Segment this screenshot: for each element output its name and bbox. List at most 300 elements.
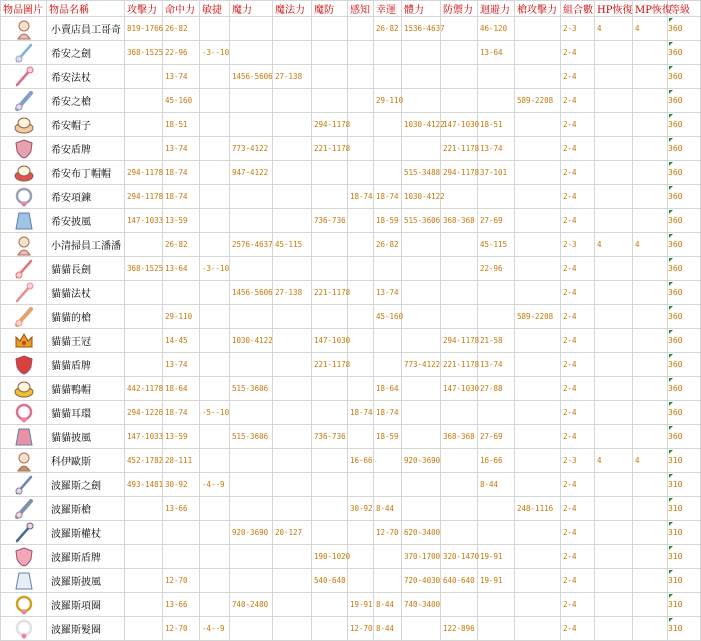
cell-luck [374, 65, 402, 89]
table-row [1, 497, 701, 521]
cell-sense [348, 161, 374, 185]
table-row [1, 305, 701, 329]
cell-mp-power [273, 305, 312, 329]
cell-acc: 29-110 [163, 305, 200, 329]
cell-mdef [312, 473, 348, 497]
cell-hp-rec [595, 65, 633, 89]
header-hp: 體力 [402, 1, 441, 17]
cell-mp-rec [633, 113, 668, 137]
cell-luck: 18-64 [374, 377, 402, 401]
cell-sense: 18-74 [348, 401, 374, 425]
cell-acc: 12-70 [163, 617, 200, 641]
table-row [1, 233, 701, 257]
cell-acc: 18-74 [163, 161, 200, 185]
table-body [1, 17, 701, 641]
cell-mdef [312, 17, 348, 41]
cell-gun [515, 233, 561, 257]
cell-acc: 28-111 [163, 449, 200, 473]
cell-combo: 2-3 [561, 449, 595, 473]
cell-hp: 1030-4122 [402, 185, 441, 209]
cell-mp-power [273, 329, 312, 353]
cell-mag: 947-4122 [230, 161, 273, 185]
cell-mag [230, 401, 273, 425]
cell-mp-power [273, 209, 312, 233]
cell-agi [200, 497, 230, 521]
cell-mp-power [273, 17, 312, 41]
cell-hp: 1030-4122 [402, 113, 441, 137]
item-name: 科伊歐斯 [47, 449, 125, 473]
cell-mdef [312, 41, 348, 65]
cell-agi [200, 545, 230, 569]
cell-mdef: 147-1030 [312, 329, 348, 353]
cell-sense: 18-74 [348, 185, 374, 209]
item-name: 波羅斯披風 [47, 569, 125, 593]
gun-icon [1, 305, 47, 329]
cell-luck: 26-82 [374, 233, 402, 257]
cell-level: 360 [668, 65, 701, 89]
cell-hp [402, 473, 441, 497]
cell-def [441, 497, 478, 521]
cell-level: 310 [668, 593, 701, 617]
cell-hp-rec [595, 497, 633, 521]
cell-agi [200, 65, 230, 89]
cell-atk [125, 281, 163, 305]
cell-level: 310 [668, 617, 701, 641]
cell-gun [515, 449, 561, 473]
cell-def: 122-896 [441, 617, 478, 641]
cell-eva: 21-58 [478, 329, 515, 353]
cell-mp-rec [633, 353, 668, 377]
cell-eva: 46-120 [478, 17, 515, 41]
cell-hp-rec [595, 41, 633, 65]
cell-mp-rec [633, 185, 668, 209]
table-row [1, 329, 701, 353]
cell-luck: 12-70 [374, 521, 402, 545]
cell-mag: 773-4122 [230, 137, 273, 161]
cell-acc: 18-74 [163, 185, 200, 209]
cell-mdef [312, 377, 348, 401]
cell-def [441, 401, 478, 425]
cell-hp [402, 617, 441, 641]
cape-icon [1, 569, 47, 593]
cell-hp [402, 305, 441, 329]
table-row [1, 209, 701, 233]
crown-icon [1, 329, 47, 353]
cell-acc: 13-74 [163, 353, 200, 377]
cell-luck [374, 569, 402, 593]
item-name: 希安項鍊 [47, 185, 125, 209]
cell-level: 360 [668, 185, 701, 209]
cell-combo: 2-4 [561, 425, 595, 449]
cell-mp-power [273, 161, 312, 185]
cell-sense [348, 233, 374, 257]
cell-mag [230, 113, 273, 137]
cell-eva: 13-64 [478, 41, 515, 65]
cell-agi [200, 89, 230, 113]
cell-gun [515, 521, 561, 545]
staff-icon [1, 281, 47, 305]
header-combo: 組合數 [561, 1, 595, 17]
cell-gun [515, 281, 561, 305]
cell-eva [478, 401, 515, 425]
item-name: 希安盾牌 [47, 137, 125, 161]
cell-atk: 442-1178 [125, 377, 163, 401]
cell-hp [402, 497, 441, 521]
cell-luck [374, 545, 402, 569]
item-name: 希安披風 [47, 209, 125, 233]
cell-mdef [312, 617, 348, 641]
cell-def [441, 89, 478, 113]
cell-level: 360 [668, 209, 701, 233]
cell-def [441, 17, 478, 41]
cell-agi [200, 209, 230, 233]
cell-level: 360 [668, 305, 701, 329]
cell-level: 310 [668, 497, 701, 521]
cell-mp-power [273, 377, 312, 401]
gun-icon [1, 89, 47, 113]
cell-mag: 1030-4122 [230, 329, 273, 353]
cell-agi: -3--10 [200, 257, 230, 281]
cell-mag: 740-2400 [230, 593, 273, 617]
header-hp-rec: HP恢復 [595, 1, 633, 17]
cell-hp-rec [595, 257, 633, 281]
cell-acc: 13-59 [163, 425, 200, 449]
shield-icon [1, 353, 47, 377]
cell-eva: 27-88 [478, 377, 515, 401]
cell-combo: 2-4 [561, 305, 595, 329]
sword-icon [1, 41, 47, 65]
cell-gun: 248-1116 [515, 497, 561, 521]
cell-def [441, 65, 478, 89]
cell-eva [478, 281, 515, 305]
header-gun: 槍攻擊力 [515, 1, 561, 17]
cell-mp-power [273, 257, 312, 281]
cell-acc: 45-160 [163, 89, 200, 113]
cell-level: 360 [668, 161, 701, 185]
cell-mp-rec: 4 [633, 449, 668, 473]
cell-sense [348, 209, 374, 233]
cell-combo: 2-3 [561, 17, 595, 41]
cell-agi [200, 185, 230, 209]
cell-gun [515, 329, 561, 353]
cell-hp-rec [595, 209, 633, 233]
cell-agi [200, 305, 230, 329]
cell-sense [348, 281, 374, 305]
cell-gun [515, 17, 561, 41]
cell-level: 360 [668, 281, 701, 305]
cell-combo: 2-4 [561, 545, 595, 569]
cell-level: 310 [668, 569, 701, 593]
pet-koios-icon [1, 449, 47, 473]
cell-def: 147-1030 [441, 377, 478, 401]
cell-sense [348, 89, 374, 113]
cell-mdef: 736-736 [312, 209, 348, 233]
table-row [1, 425, 701, 449]
cell-combo: 2-4 [561, 377, 595, 401]
cell-def [441, 449, 478, 473]
cell-mp-power [273, 41, 312, 65]
cell-atk [125, 617, 163, 641]
cell-eva [478, 65, 515, 89]
cell-eva: 13-74 [478, 353, 515, 377]
cell-eva [478, 89, 515, 113]
cell-sense: 19-91 [348, 593, 374, 617]
cell-level: 310 [668, 473, 701, 497]
cell-atk: 493-1481 [125, 473, 163, 497]
cell-atk [125, 65, 163, 89]
cell-gun [515, 65, 561, 89]
cell-mp-rec: 4 [633, 17, 668, 41]
cell-agi [200, 233, 230, 257]
cell-def [441, 521, 478, 545]
cell-def [441, 233, 478, 257]
item-name: 貓貓鴨帽 [47, 377, 125, 401]
cell-combo: 2-4 [561, 41, 595, 65]
cell-mp-power [273, 473, 312, 497]
cell-acc [163, 281, 200, 305]
cell-luck: 8-44 [374, 593, 402, 617]
cell-level: 360 [668, 401, 701, 425]
hat-icon [1, 113, 47, 137]
cell-mp-rec [633, 281, 668, 305]
cell-atk [125, 593, 163, 617]
cell-mdef [312, 305, 348, 329]
cell-gun [515, 617, 561, 641]
cell-gun [515, 137, 561, 161]
cell-def: 294-1178 [441, 329, 478, 353]
cell-hp-rec: 4 [595, 17, 633, 41]
cell-sense [348, 353, 374, 377]
cell-combo: 2-4 [561, 257, 595, 281]
cell-mag [230, 617, 273, 641]
cell-luck [374, 353, 402, 377]
cell-sense [348, 425, 374, 449]
cell-mdef [312, 449, 348, 473]
cell-mag [230, 17, 273, 41]
cell-mp-power [273, 113, 312, 137]
cell-atk: 147-1033 [125, 209, 163, 233]
cell-hp-rec [595, 401, 633, 425]
header-mag: 魔力 [230, 1, 273, 17]
item-name: 希安之槍 [47, 89, 125, 113]
cell-level: 310 [668, 449, 701, 473]
cell-sense [348, 41, 374, 65]
cell-mp-power [273, 89, 312, 113]
cell-eva: 19-91 [478, 569, 515, 593]
cell-hp: 740-3400 [402, 593, 441, 617]
cell-agi: -5--10 [200, 401, 230, 425]
cell-atk: 452-1782 [125, 449, 163, 473]
cell-level: 360 [668, 353, 701, 377]
cell-mp-rec [633, 569, 668, 593]
cell-hp: 1536-4637 [402, 17, 441, 41]
cell-luck [374, 113, 402, 137]
cell-mag: 1456-5606 [230, 281, 273, 305]
cell-acc: 26-82 [163, 233, 200, 257]
item-name: 波羅斯之劍 [47, 473, 125, 497]
cell-acc: 13-66 [163, 593, 200, 617]
pudding-hat-icon [1, 161, 47, 185]
cell-luck [374, 137, 402, 161]
cell-agi [200, 113, 230, 137]
scepter-icon [1, 521, 47, 545]
cell-combo: 2-4 [561, 329, 595, 353]
cell-sense [348, 65, 374, 89]
cell-level: 360 [668, 137, 701, 161]
cell-hp: 370-1700 [402, 545, 441, 569]
item-name: 波羅斯槍 [47, 497, 125, 521]
table-row [1, 185, 701, 209]
cell-agi [200, 569, 230, 593]
cell-eva [478, 497, 515, 521]
cell-level: 360 [668, 113, 701, 137]
cell-acc: 13-59 [163, 209, 200, 233]
cell-mp-power [273, 185, 312, 209]
cell-eva [478, 521, 515, 545]
cell-def [441, 41, 478, 65]
cell-atk: 819-1766 [125, 17, 163, 41]
cell-mp-rec [633, 497, 668, 521]
cell-mp-power [273, 353, 312, 377]
cell-gun [515, 473, 561, 497]
item-name: 貓貓的槍 [47, 305, 125, 329]
cell-mag: 515-3606 [230, 377, 273, 401]
cell-agi [200, 17, 230, 41]
cell-mp-power [273, 497, 312, 521]
cell-level: 360 [668, 425, 701, 449]
cell-def: 221-1178 [441, 137, 478, 161]
cell-sense [348, 377, 374, 401]
cell-mp-power [273, 449, 312, 473]
cell-mp-rec [633, 545, 668, 569]
cell-mdef [312, 65, 348, 89]
cell-acc: 18-51 [163, 113, 200, 137]
cell-mag: 920-3690 [230, 521, 273, 545]
cell-hp [402, 137, 441, 161]
cell-luck [374, 449, 402, 473]
item-name: 小清掃員工潘潘 [47, 233, 125, 257]
cell-eva: 27-69 [478, 425, 515, 449]
shield-icon [1, 137, 47, 161]
cell-mp-rec [633, 521, 668, 545]
cell-luck [374, 329, 402, 353]
header-def: 防禦力 [441, 1, 478, 17]
cell-hp-rec [595, 569, 633, 593]
cell-eva [478, 305, 515, 329]
header-row [1, 1, 701, 17]
cell-eva [478, 593, 515, 617]
cell-acc: 12-70 [163, 569, 200, 593]
cell-mp-power: 27-138 [273, 281, 312, 305]
cell-mp-rec [633, 593, 668, 617]
cell-eva: 16-66 [478, 449, 515, 473]
necklace-icon [1, 185, 47, 209]
cell-sense [348, 329, 374, 353]
cell-mdef: 540-640 [312, 569, 348, 593]
table-row [1, 17, 701, 41]
cell-atk [125, 521, 163, 545]
cell-hp [402, 65, 441, 89]
cell-atk [125, 353, 163, 377]
header-mp-rec: MP恢復 [633, 1, 668, 17]
cell-eva: 22-96 [478, 257, 515, 281]
cell-mp-rec [633, 401, 668, 425]
table-row [1, 257, 701, 281]
item-name: 貓貓耳環 [47, 401, 125, 425]
item-name: 貓貓長劍 [47, 257, 125, 281]
cell-mdef [312, 161, 348, 185]
cell-sense [348, 257, 374, 281]
cell-acc: 13-74 [163, 65, 200, 89]
cell-mag: 2576-4637 [230, 233, 273, 257]
table-row [1, 281, 701, 305]
cell-hp-rec [595, 185, 633, 209]
cell-mdef [312, 521, 348, 545]
cell-mdef [312, 593, 348, 617]
cell-def [441, 185, 478, 209]
cell-mag [230, 497, 273, 521]
cell-hp-rec [595, 617, 633, 641]
cell-hp-rec: 4 [595, 233, 633, 257]
cell-eva [478, 617, 515, 641]
cell-mp-power: 20-127 [273, 521, 312, 545]
cell-luck: 18-59 [374, 209, 402, 233]
cell-gun [515, 161, 561, 185]
cell-eva: 19-91 [478, 545, 515, 569]
cell-mp-power [273, 137, 312, 161]
cell-mp-rec [633, 305, 668, 329]
cell-sense [348, 569, 374, 593]
cell-eva: 37-101 [478, 161, 515, 185]
cell-luck: 8-44 [374, 617, 402, 641]
cell-acc: 26-82 [163, 17, 200, 41]
cell-atk: 294-1178 [125, 185, 163, 209]
table-row [1, 41, 701, 65]
table-row [1, 569, 701, 593]
cell-level: 360 [668, 329, 701, 353]
item-name: 希安之劍 [47, 41, 125, 65]
cell-mdef: 221-1178 [312, 353, 348, 377]
cell-atk [125, 497, 163, 521]
cell-mp-rec [633, 161, 668, 185]
table-row [1, 521, 701, 545]
cell-hp-rec [595, 473, 633, 497]
cell-hp [402, 89, 441, 113]
table-row [1, 161, 701, 185]
cell-mag [230, 185, 273, 209]
cell-mp-rec [633, 617, 668, 641]
cell-sense: 12-70 [348, 617, 374, 641]
cell-gun [515, 113, 561, 137]
cell-acc: 22-96 [163, 41, 200, 65]
cell-hp: 920-3690 [402, 449, 441, 473]
cell-gun [515, 569, 561, 593]
cell-atk [125, 113, 163, 137]
cell-gun [515, 353, 561, 377]
cell-gun: 589-2208 [515, 305, 561, 329]
cell-eva [478, 185, 515, 209]
cell-hp-rec [595, 425, 633, 449]
cell-luck: 8-44 [374, 497, 402, 521]
cell-atk: 368-1525 [125, 41, 163, 65]
cell-atk: 147-1033 [125, 425, 163, 449]
cell-mp-power [273, 593, 312, 617]
cell-combo: 2-4 [561, 617, 595, 641]
header-atk: 攻擊力 [125, 1, 163, 17]
collar-icon [1, 593, 47, 617]
cell-luck: 26-82 [374, 17, 402, 41]
cell-hp [402, 329, 441, 353]
